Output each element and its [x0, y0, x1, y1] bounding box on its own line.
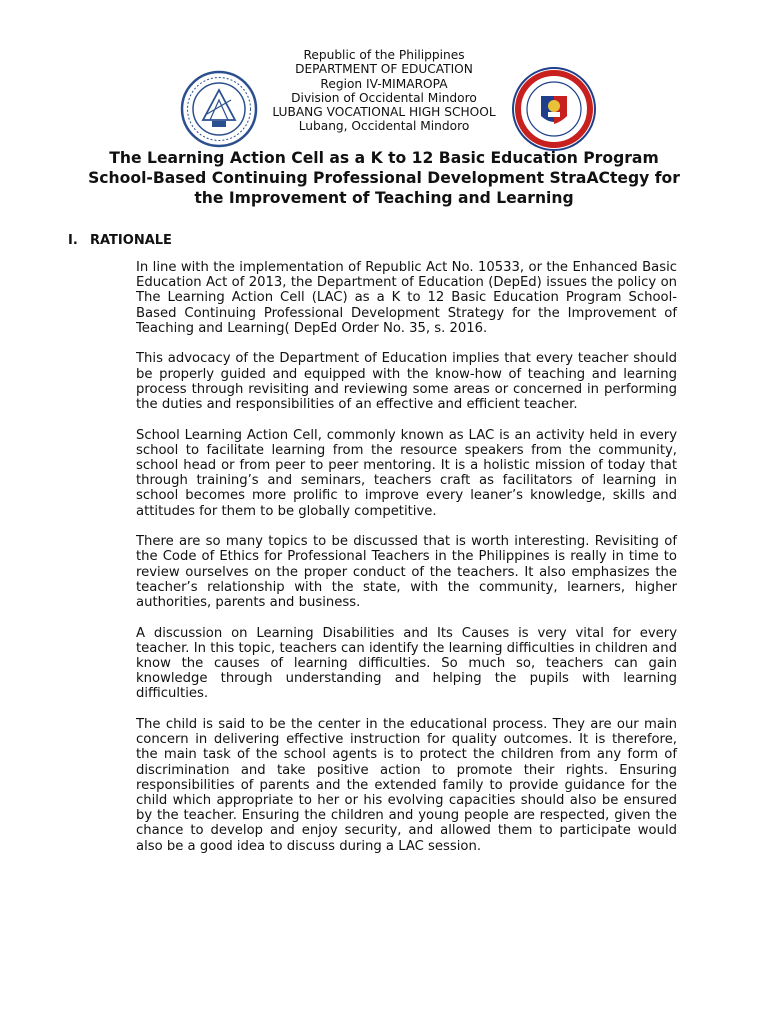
section-body	[136, 260, 677, 869]
document-header	[0, 48, 768, 134]
section-title: RATIONALE	[90, 233, 172, 248]
header-line-department: DEPARTMENT OF EDUCATION	[295, 62, 473, 77]
paragraph: This advocacy of the Department of Education implies that every teacher should be properly guided and equipped with the know-how of teaching and learning process through revisiting and reviewing some areas or concerned in performing the duties and responsibilities of an effective and efficient teacher.	[136, 351, 677, 413]
header-line-republic: Republic of the Philippines	[303, 48, 465, 62]
header-line-school: LUBANG VOCATIONAL HIGH SCHOOL	[272, 105, 496, 120]
section-number: I.	[68, 233, 78, 248]
paragraph: There are so many topics to be discussed that is worth interesting. Revisiting of the Code of Ethics for Professional Teachers in the Philippines is really in time to review ourselves on the proper conduct of the teachers. It also emphasizes the teacher’s relationship with the state, with the community, learners, higher authorities, parents and business.	[136, 534, 677, 611]
document-title: The Learning Action Cell as a K to 12 Basic Education Program School-Based Continuing Professional Development StraACtegy for the Improvement of Teaching and Learning	[88, 149, 680, 207]
paragraph: School Learning Action Cell, commonly known as LAC is an activity held in every school to facilitate learning from the resource speakers from the community, school head or from peer to peer mentoring. It is a holistic mission of today that through training’s and seminars, teachers craft as facilitators of learning in school becomes more prolific to improve every leaner’s knowledge, skills and attitudes for them to be globally competitive.	[136, 427, 677, 519]
header-line-division: Division of Occidental Mindoro	[291, 90, 477, 105]
header-line-address: Lubang, Occidental Mindoro	[298, 119, 470, 134]
header-line-region: Region IV-MIMAROPA	[320, 76, 448, 91]
paragraph: The child is said to be the center in the educational process. They are our main concern in delivering effective instruction for quality outcomes. It is therefore, the main task of the school agents is to protect the children from any form of discrimination and take positive action to promote their rights. Ensuring responsibilities of parents and the extended family to provide guidance for the child which appropriate to her or his evolving capacities should also be ensured by the teacher. Ensuring the children and young people are respected, given the chance to develop and enjoy security, and allowed them to participate would also be a good idea to discuss during a LAC session.	[136, 717, 677, 854]
paragraph: In line with the implementation of Republic Act No. 10533, or the Enhanced Basic Education Act of 2013, the Department of Education (DepEd) issues the policy on The Learning Action Cell (LAC) as a K to 12 Basic Education Program School-Based Continuing Professional Development Strategy for the Improvement of Teaching and Learning( DepEd Order No. 35, s. 2016.	[136, 260, 677, 336]
paragraph: A discussion on Learning Disabilities and Its Causes is very vital for every teacher. In this topic, teachers can identify the learning difficulties in children and know the causes of learning difficulties. So much so, teachers can gain knowledge through understanding and helping the pupils with learning difficulties.	[136, 625, 677, 702]
section-heading	[68, 233, 172, 248]
